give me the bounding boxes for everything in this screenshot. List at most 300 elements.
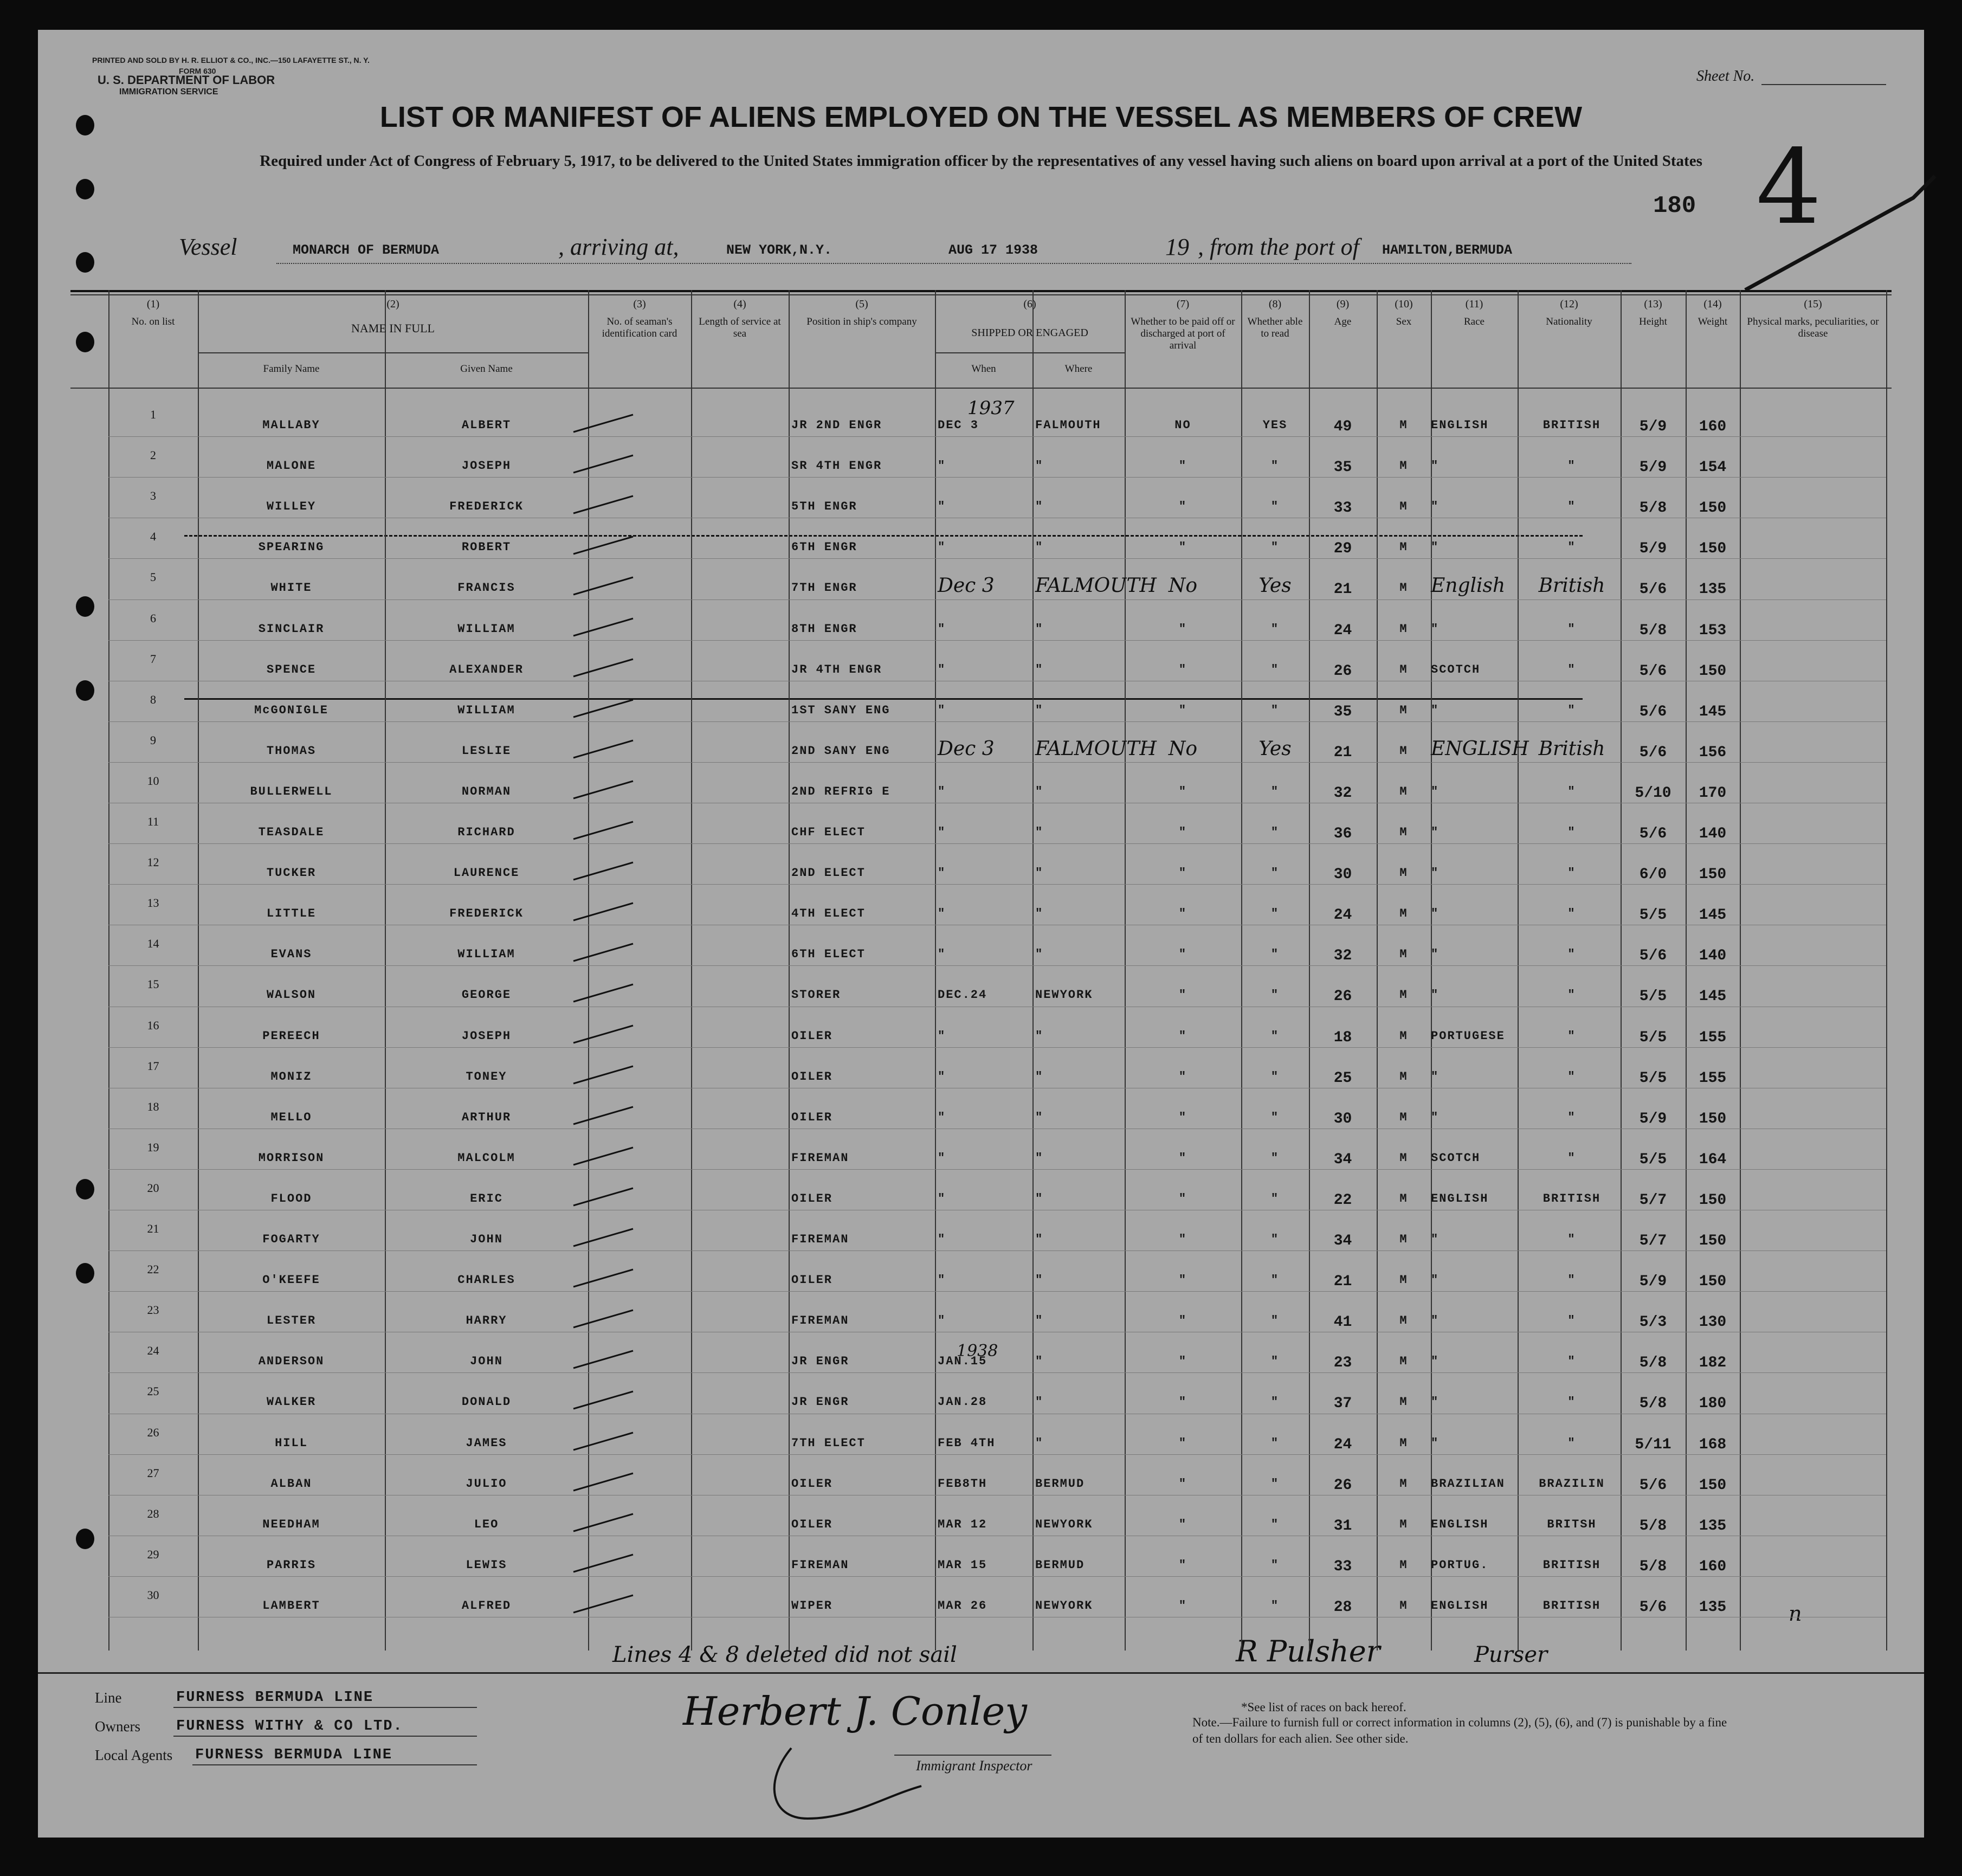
arrival-date: AUG 17 1938 (948, 242, 1038, 258)
cell-height: 5/5 (1639, 1151, 1667, 1168)
cell-age: 25 (1333, 1069, 1352, 1087)
cell-position: OILER (791, 1191, 833, 1205)
id-card-dash (569, 1264, 640, 1291)
id-card-dash (569, 1508, 640, 1536)
cell-position: FIREMAN (791, 1558, 849, 1572)
cell-height: 5/6 (1639, 703, 1667, 720)
column-number: (15) (1804, 298, 1822, 310)
cell-weight: 135 (1699, 1517, 1727, 1535)
agents-underline (192, 1764, 477, 1765)
cell-when: DEC 3 (938, 418, 979, 432)
cell-given: LESLIE (461, 744, 512, 758)
cell-where: " (1035, 622, 1044, 636)
cell-nationality: " (1567, 988, 1576, 1002)
cell-paid: " (1178, 826, 1187, 839)
cell-when: " (938, 907, 946, 921)
cell-where: " (1035, 703, 1044, 717)
cell-weight: 135 (1699, 581, 1727, 598)
column-header: Race (1464, 316, 1485, 327)
column-header: Sex (1396, 316, 1412, 327)
cell-weight: 182 (1699, 1355, 1727, 1372)
cell-height: 5/9 (1639, 459, 1667, 476)
cell-given: RICHARD (457, 826, 515, 839)
cell-no: 23 (147, 1303, 159, 1317)
cell-nationality: BRITSH (1547, 1517, 1597, 1531)
cell-where: " (1035, 1355, 1044, 1369)
agents-value: FURNESS BERMUDA LINE (195, 1747, 393, 1763)
cell-no: 12 (147, 855, 159, 869)
cell-weight: 170 (1699, 784, 1727, 802)
cell-nationality: " (1567, 947, 1576, 962)
line-underline (173, 1707, 477, 1708)
cell-position: FIREMAN (791, 1233, 849, 1246)
cell-height: 5/5 (1639, 988, 1667, 1005)
row-rule (108, 1047, 1886, 1048)
column-divider (1032, 290, 1034, 1651)
cell-age: 21 (1333, 1273, 1352, 1291)
cell-read: " (1270, 1477, 1280, 1491)
printer-line: PRINTED AND SOLD BY H. R. ELLIOT & CO., INC.—150 LAFAYETTE ST., N. Y. (92, 56, 370, 65)
column-number: (11) (1465, 298, 1483, 310)
vessel-label: Vessel (179, 234, 237, 260)
cell-family: MALONE (266, 459, 317, 473)
cell-age: 26 (1333, 1477, 1352, 1494)
cell-when: " (938, 784, 946, 798)
cell-where: " (1035, 947, 1044, 962)
cell-where: " (1035, 907, 1044, 921)
cell-paid: " (1178, 1069, 1187, 1084)
row-rule (108, 721, 1886, 722)
cell-given: ALBERT (461, 418, 512, 432)
cell-read: Yes (1258, 737, 1292, 760)
cell-family: TEASDALE (258, 826, 325, 839)
cell-weight: 140 (1699, 826, 1727, 842)
cell-when: " (938, 1151, 946, 1165)
cell-when: " (938, 1110, 946, 1124)
cell-sex: M (1399, 1191, 1408, 1205)
cell-weight: 160 (1699, 418, 1727, 435)
cell-nationality: British (1538, 737, 1605, 760)
cell-position: 6TH ENGR (791, 540, 857, 555)
cell-age: 32 (1333, 947, 1352, 965)
cell-paid: " (1178, 1558, 1187, 1572)
cell-when: Dec 3 (938, 737, 995, 760)
cell-weight: 145 (1699, 988, 1727, 1005)
id-card-dash (569, 735, 640, 762)
binder-hole (76, 1529, 94, 1549)
cell-when: " (938, 947, 946, 962)
cell-no: 24 (147, 1344, 159, 1358)
sheet-mark: 4 (1756, 127, 1822, 247)
year-label: 19 (1165, 234, 1189, 260)
cell-age: 32 (1333, 784, 1352, 802)
row-rule (108, 1291, 1886, 1292)
cell-height: 5/3 (1639, 1314, 1667, 1331)
cell-race: " (1431, 826, 1440, 839)
row-rule (108, 640, 1886, 641)
cell-age: 24 (1333, 907, 1352, 924)
cell-sex: M (1399, 1151, 1408, 1165)
cell-family: ALBAN (270, 1477, 312, 1491)
cell-no: 7 (150, 652, 156, 666)
cell-race: " (1431, 947, 1440, 962)
cell-paid: No (1168, 575, 1198, 597)
cell-position: OILER (791, 1029, 833, 1043)
cell-where: " (1035, 866, 1044, 880)
cell-age: 34 (1333, 1151, 1352, 1168)
cell-read: " (1270, 1436, 1280, 1450)
purser-title: Purser (1474, 1642, 1548, 1667)
cell-when: " (938, 866, 946, 880)
cell-when: " (938, 1233, 946, 1246)
cell-height: 5/9 (1639, 1273, 1667, 1291)
header-bottom-rule (70, 388, 1892, 389)
column-header: No. of seaman's identification card (602, 316, 677, 339)
cell-given: WILLIAM (457, 703, 515, 717)
cell-read: " (1270, 1029, 1280, 1043)
cell-age: 26 (1333, 988, 1352, 1005)
name-subheader-rule (198, 352, 588, 353)
cell-family: WALKER (266, 1395, 317, 1409)
cell-given: JULIO (466, 1477, 507, 1491)
cell-where: NEWYORK (1035, 988, 1093, 1002)
cell-height: 5/6 (1639, 581, 1667, 598)
id-card-dash (569, 898, 640, 925)
cell-read: " (1270, 540, 1280, 555)
cell-given: HARRY (466, 1314, 507, 1328)
cell-paid: " (1178, 662, 1187, 676)
cell-sex: M (1399, 1477, 1408, 1491)
cell-paid: " (1178, 459, 1187, 473)
cell-read: " (1270, 1151, 1280, 1165)
cell-age: 34 (1333, 1233, 1352, 1249)
id-card-dash (569, 1061, 640, 1088)
cell-given: FREDERICK (449, 907, 524, 921)
id-card-dash (569, 613, 640, 640)
cell-given: DONALD (461, 1395, 512, 1409)
cell-where: FALMOUTH (1035, 418, 1101, 432)
cell-paid: " (1178, 1436, 1187, 1450)
given-name-header: Given Name (460, 363, 513, 375)
cell-where: FALMOUTH (1035, 737, 1157, 760)
cell-sex: M (1399, 1029, 1408, 1043)
cell-read: " (1270, 1355, 1280, 1369)
cell-nationality: " (1567, 459, 1576, 473)
id-card-dash (569, 450, 640, 477)
cell-height: 5/6 (1639, 662, 1667, 680)
cell-where: BERMUD (1035, 1477, 1085, 1491)
cell-age: 28 (1333, 1598, 1352, 1616)
cell-weight: 150 (1699, 662, 1727, 680)
id-card-dash (569, 1345, 640, 1372)
cell-weight: 150 (1699, 1191, 1727, 1209)
cell-height: 5/5 (1639, 907, 1667, 924)
inspector-label: Immigrant Inspector (916, 1758, 1032, 1774)
cell-where: " (1035, 1069, 1044, 1084)
cell-nationality: " (1567, 1355, 1576, 1369)
cell-family: HILL (275, 1436, 308, 1450)
cell-sex: M (1399, 1355, 1408, 1369)
cell-height: 5/6 (1639, 947, 1667, 965)
cell-race: " (1431, 1395, 1440, 1409)
cell-no: 17 (147, 1059, 159, 1073)
cell-race: " (1431, 1273, 1440, 1287)
cell-position: WIPER (791, 1598, 833, 1613)
cell-sex: M (1399, 1233, 1408, 1246)
cell-height: 5/6 (1639, 744, 1667, 761)
cell-where: " (1035, 784, 1044, 798)
cell-position: 7TH ELECT (791, 1436, 866, 1450)
cell-read: " (1270, 1598, 1280, 1613)
cell-family: WALSON (266, 988, 317, 1002)
cell-no: 14 (147, 937, 159, 951)
shipped-subheader-rule (935, 352, 1125, 353)
cell-height: 5/8 (1639, 500, 1667, 517)
cell-sex: M (1399, 459, 1408, 473)
cell-height: 5/6 (1639, 1598, 1667, 1616)
cell-where: " (1035, 540, 1044, 555)
id-card-dash (569, 1020, 640, 1047)
cell-family: FOGARTY (262, 1233, 320, 1246)
binder-hole (76, 1263, 94, 1284)
cell-race: " (1431, 622, 1440, 636)
cell-paid: " (1178, 947, 1187, 962)
id-card-dash (569, 1223, 640, 1250)
cell-where: " (1035, 459, 1044, 473)
row-rule (108, 843, 1886, 844)
cell-family: TUCKER (266, 866, 317, 880)
cell-when: FEB 4TH (938, 1436, 996, 1450)
cell-sex: M (1399, 1395, 1408, 1409)
column-number: (3) (633, 298, 646, 310)
cell-age: 35 (1333, 459, 1352, 476)
cell-nationality: " (1567, 540, 1576, 555)
cell-paid: " (1178, 1233, 1187, 1246)
column-number: (7) (1176, 298, 1190, 310)
cell-when: JAN.28 (938, 1395, 988, 1409)
cell-nationality: " (1567, 1151, 1576, 1165)
cell-weight: 154 (1699, 459, 1727, 476)
cell-weight: 150 (1699, 1233, 1727, 1249)
cell-weight: 180 (1699, 1395, 1727, 1413)
cell-no: 11 (147, 815, 159, 828)
cell-nationality: " (1567, 1029, 1576, 1043)
cell-given: LEWIS (466, 1558, 507, 1572)
cell-age: 26 (1333, 662, 1352, 680)
cell-read: " (1270, 703, 1280, 717)
cell-where: " (1035, 662, 1044, 676)
cell-read: " (1270, 1233, 1280, 1246)
cell-no: 8 (150, 692, 156, 706)
cell-when: " (938, 662, 946, 676)
deletion-note: Lines 4 & 8 deleted did not sail (612, 1642, 957, 1667)
page-subtitle: Required under Act of Congress of February 5, 1917, to be delivered to the United States immigration officer by the representatives of any vessel having such aliens on board upon arrival at a port of the United States (260, 152, 1702, 170)
cell-race: BRAZILIAN (1431, 1477, 1505, 1491)
cell-race: " (1431, 907, 1440, 921)
cell-no: 30 (147, 1588, 159, 1602)
id-card-dash (569, 816, 640, 843)
cell-position: 2ND REFRIG E (791, 784, 890, 798)
cell-nationality: " (1567, 826, 1576, 839)
cell-position: 1ST SANY ENG (791, 703, 890, 717)
id-card-dash (569, 1142, 640, 1169)
cell-given: JOSEPH (461, 1029, 512, 1043)
cell-no: 1 (150, 408, 156, 421)
cell-paid: " (1178, 1273, 1187, 1287)
cell-age: 30 (1333, 866, 1352, 884)
cell-no: 27 (147, 1466, 159, 1480)
cell-given: MALCOLM (457, 1151, 515, 1165)
cell-age: 37 (1333, 1395, 1352, 1413)
cell-nationality: " (1567, 1233, 1576, 1246)
cell-nationality: BRITISH (1543, 418, 1601, 432)
cell-sex: M (1399, 1436, 1408, 1450)
corner-mark: n (1789, 1602, 1802, 1626)
cell-read: Yes (1258, 575, 1292, 597)
cell-paid: " (1178, 540, 1187, 555)
cell-no: 21 (147, 1222, 159, 1235)
cell-given: GEORGE (461, 988, 512, 1002)
cell-position: FIREMAN (791, 1151, 849, 1165)
cell-nationality: " (1567, 784, 1576, 798)
cell-height: 5/9 (1639, 540, 1667, 558)
cell-where: " (1035, 1191, 1044, 1205)
cell-weight: 145 (1699, 703, 1727, 720)
cell-position: JR ENGR (791, 1395, 849, 1409)
cell-where: " (1035, 826, 1044, 839)
column-header: Whether able to read (1247, 316, 1303, 339)
cell-no: 25 (147, 1384, 159, 1398)
cell-height: 5/11 (1635, 1436, 1671, 1453)
cell-where: " (1035, 1273, 1044, 1287)
id-card-dash (569, 1183, 640, 1210)
cell-position: OILER (791, 1069, 833, 1084)
cell-read: " (1270, 1069, 1280, 1084)
cell-position: FIREMAN (791, 1314, 849, 1328)
cell-position: CHF ELECT (791, 826, 866, 839)
cell-age: 24 (1333, 1436, 1352, 1453)
cell-sex: M (1399, 662, 1408, 676)
cell-paid: " (1178, 622, 1187, 636)
column-header: Position in ship's company (806, 316, 917, 327)
owners-label: Owners (95, 1718, 140, 1735)
cell-family: FLOOD (270, 1191, 312, 1205)
id-card-dash (569, 531, 640, 558)
cell-paid: " (1178, 500, 1187, 514)
id-card-dash (569, 776, 640, 803)
cell-race: " (1431, 1110, 1440, 1124)
cell-nationality: " (1567, 500, 1576, 514)
cell-when: Dec 3 (938, 575, 995, 597)
cell-family: BULLERWELL (250, 784, 333, 798)
cell-when: DEC.24 (938, 988, 988, 1002)
cell-race: SCOTCH (1431, 1151, 1481, 1165)
cell-height: 5/6 (1639, 1477, 1667, 1494)
cell-sex: M (1399, 826, 1408, 839)
cell-sex: M (1399, 744, 1408, 758)
cell-given: JAMES (466, 1436, 507, 1450)
cell-race: English (1431, 575, 1506, 597)
column-number: (8) (1268, 298, 1282, 310)
table-top-rule-2 (70, 294, 1892, 295)
cell-weight: 130 (1699, 1314, 1727, 1331)
cell-height: 5/5 (1639, 1069, 1667, 1087)
cell-height: 5/8 (1639, 1395, 1667, 1413)
sheet-number-label: Sheet No. (1696, 68, 1755, 85)
cell-race: " (1431, 540, 1440, 555)
cell-paid: " (1178, 1395, 1187, 1409)
cell-height: 5/9 (1639, 1110, 1667, 1127)
cell-nationality: " (1567, 1314, 1576, 1328)
column-header: Length of service at sea (699, 316, 781, 339)
cell-given: ALFRED (461, 1598, 512, 1613)
service-label: IMMIGRATION SERVICE (119, 87, 218, 96)
cell-when: MAR 12 (938, 1517, 988, 1531)
cell-no: 6 (150, 611, 156, 625)
cell-where: " (1035, 1233, 1044, 1246)
id-card-dash (569, 572, 640, 599)
cell-paid: " (1178, 1110, 1187, 1124)
cell-nationality: " (1567, 866, 1576, 880)
cell-nationality: " (1567, 1395, 1576, 1409)
cell-position: STORER (791, 988, 841, 1002)
cell-age: 41 (1333, 1314, 1352, 1331)
cell-read: " (1270, 988, 1280, 1002)
row-rule (108, 436, 1886, 437)
column-divider (789, 290, 790, 1651)
cell-position: OILER (791, 1517, 833, 1531)
cell-sex: M (1399, 418, 1408, 432)
cell-race: ENGLISH (1431, 1191, 1489, 1205)
cell-nationality: " (1567, 1110, 1576, 1124)
cell-no: 28 (147, 1506, 159, 1520)
cell-read: " (1270, 1558, 1280, 1572)
cell-when: MAR 26 (938, 1598, 988, 1613)
cell-no: 19 (147, 1140, 159, 1154)
row-rule (108, 599, 1886, 600)
cell-race: " (1431, 1314, 1440, 1328)
cell-age: 24 (1333, 622, 1352, 639)
cell-weight: 168 (1699, 1436, 1727, 1453)
cell-nationality: " (1567, 662, 1576, 676)
row-rule (108, 558, 1886, 559)
cell-sex: M (1399, 622, 1408, 636)
cell-when: MAR 15 (938, 1558, 988, 1572)
binder-hole (76, 596, 94, 617)
column-number: (6) (1023, 298, 1036, 310)
cell-read: YES (1262, 418, 1288, 432)
cell-race: " (1431, 703, 1440, 717)
cell-height: 6/0 (1639, 866, 1667, 884)
cell-family: MELLO (270, 1110, 312, 1124)
cell-no: 13 (147, 896, 159, 910)
cell-age: 33 (1333, 500, 1352, 517)
cell-sex: M (1399, 988, 1408, 1002)
cell-paid: " (1178, 907, 1187, 921)
cell-where: " (1035, 1314, 1044, 1328)
cell-age: 18 (1333, 1029, 1352, 1046)
cell-family: MONIZ (270, 1069, 312, 1084)
row-rule (108, 965, 1886, 966)
cell-given: JOHN (470, 1355, 503, 1369)
cell-height: 5/9 (1639, 418, 1667, 435)
cell-age: 33 (1333, 1558, 1352, 1575)
cell-family: MORRISON (258, 1151, 325, 1165)
cell-sex: M (1399, 1558, 1408, 1572)
cell-when: " (938, 459, 946, 473)
cell-no: 20 (147, 1181, 159, 1195)
column-header: Height (1639, 316, 1667, 327)
